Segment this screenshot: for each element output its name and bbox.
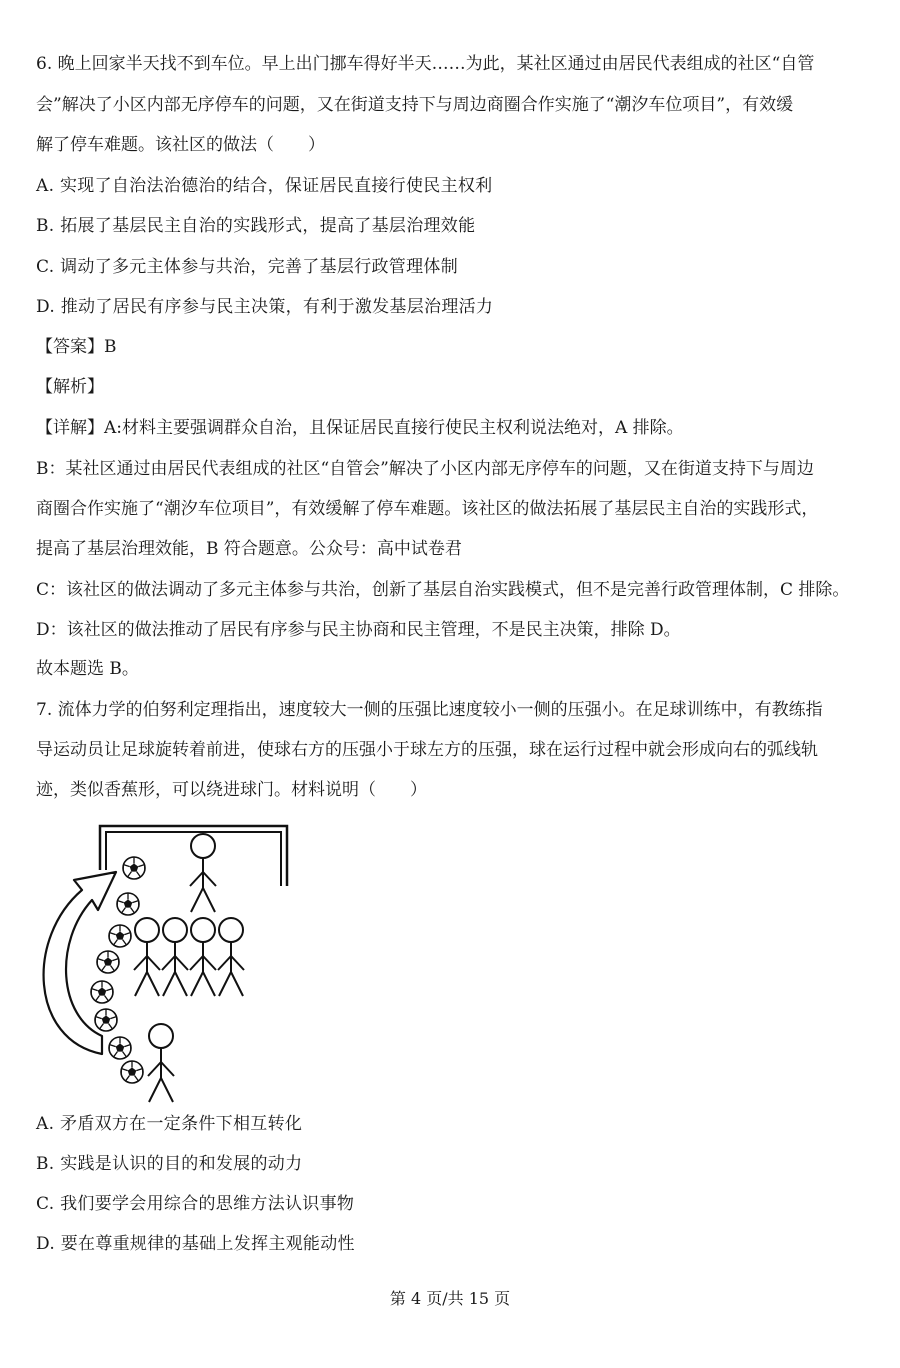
q6-option-c: C. 调动了多元主体参与共治，完善了基层行政管理体制 <box>36 257 459 277</box>
football-icon <box>117 865 139 887</box>
q6-detail-line-6: D：该社区的做法推动了居民有序参与民主协商和民主管理，不是民主决策，排除 D。 <box>36 620 681 640</box>
defender-figure <box>134 918 160 996</box>
football-icon <box>91 981 113 1003</box>
page-number: 第 4 页/共 15 页 <box>389 1289 511 1308</box>
q6-stem-line-1: 6. 晚上回家半天找不到车位。早上出门挪车得好半天……为此，某社区通过由居民代表组成的社区“自管 <box>36 54 815 74</box>
kicker-figure <box>148 1024 174 1102</box>
football-icon <box>117 893 139 915</box>
q6-detail-line-4: 提高了基层治理效能，B 符合题意。公众号：高中试卷君 <box>36 539 462 559</box>
q7-stem-line-2: 导运动员让足球旋转着前进，使球右方的压强小于球左方的压强，球在运行过程中就会形成向右的弧线轨 <box>36 740 818 760</box>
q6-stem-line-3: 解了停车难题。该社区的做法（ ） <box>36 135 325 155</box>
football-icon <box>95 1009 117 1031</box>
q6-stem-line-2: 会”解决了小区内部无序停车的问题，又在街道支持下与周边商圈合作实施了“潮汐车位项目”，有效缓 <box>36 95 794 115</box>
q6-detail-line-2: B：某社区通过由居民代表组成的社区“自管会”解决了小区内部无序停车的问题，又在街道支持下与周边 <box>36 459 814 479</box>
q7-stem-line-1: 7. 流体力学的伯努利定理指出，速度较大一侧的压强比速度较小一侧的压强小。在足球训练中，有教练指 <box>36 700 823 720</box>
q6-detail-line-1: 【详解】A:材料主要强调群众自治，且保证居民直接行使民主权利说法绝对，A 排除。 <box>36 418 684 438</box>
defender-figure <box>162 918 188 996</box>
q6-option-a: A. 实现了自治法治德治的结合，保证居民直接行使民主权利 <box>36 176 493 196</box>
q6-option-d: D. 推动了居民有序参与民主决策，有利于激发基层治理活力 <box>36 297 494 317</box>
q7-option-d: D. 要在尊重规律的基础上发挥主观能动性 <box>36 1234 355 1254</box>
football-icon <box>97 951 119 973</box>
football-icon <box>109 1037 131 1059</box>
defender-figure <box>190 918 216 996</box>
q7-stem-line-3: 迹，类似香蕉形，可以绕进球门。材料说明（ ） <box>36 780 427 800</box>
q6-detail-line-3: 商圈合作实施了“潮汐车位项目”，有效缓解了停车难题。该社区的做法拓展了基层民主自治的实践形式， <box>36 499 819 519</box>
football-icon <box>121 1061 143 1083</box>
goalkeeper-figure <box>190 834 216 912</box>
q6-conclusion: 故本题选 B。 <box>36 659 139 679</box>
football-icon <box>109 925 131 947</box>
defender-figure <box>218 918 244 996</box>
banana-kick-figure <box>30 818 300 1108</box>
q6-option-b: B. 拓展了基层民主自治的实践形式，提高了基层治理效能 <box>36 216 476 236</box>
q7-option-a: A. 矛盾双方在一定条件下相互转化 <box>36 1114 303 1134</box>
q6-analysis-label: 【解析】 <box>36 377 104 397</box>
q7-option-b: B. 实践是认识的目的和发展的动力 <box>36 1154 303 1174</box>
q6-detail-line-5: C：该社区的做法调动了多元主体参与共治，创新了基层自治实践模式，但不是完善行政管理体制，C 排除。 <box>36 580 850 600</box>
q7-option-c: C. 我们要学会用综合的思维方法认识事物 <box>36 1194 355 1214</box>
q6-answer: 【答案】B <box>36 337 117 357</box>
